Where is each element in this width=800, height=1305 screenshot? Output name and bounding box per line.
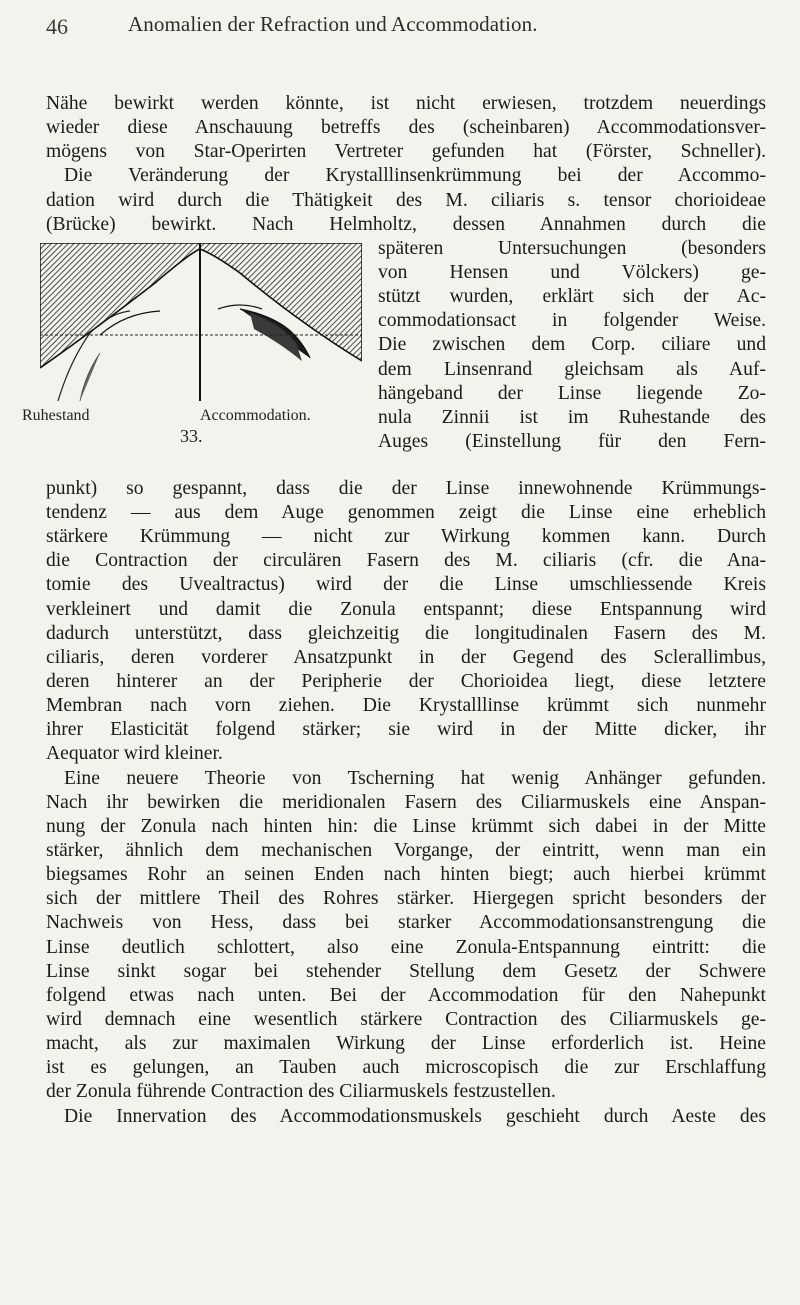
text-line: ihrer Elasticität folgend stärker; sie wird in der Mitte dicker, ihr: [46, 719, 766, 741]
text-line: Auges (Einstellung für den Fern-: [378, 430, 766, 452]
text-line: der Zonula führende Contraction des Ciliarmuskels festzustellen.: [46, 1081, 556, 1103]
text-line: wieder diese Anschauung betreffs des (scheinbaren) Accommodationsver-: [46, 117, 766, 139]
figure-number: 33.: [180, 425, 203, 446]
text-line: Linse deutlich schlottert, also eine Zonula-Entspannung eintritt: die: [46, 936, 766, 958]
text-line: verkleinert und damit die Zonula entspannt; diese Entspannung wird: [46, 598, 766, 620]
text-line: (Brücke) bewirkt. Nach Helmholtz, dessen Annahmen durch die: [46, 213, 766, 235]
text-line: nung der Zonula nach hinten hin: die Linse krümmt sich dabei in der Mitte: [46, 815, 766, 837]
text-line: commodationsact in folgender Weise.: [378, 310, 766, 332]
figure-caption-accommodation: Accommodation.: [200, 406, 311, 424]
text-line: Aequator wird kleiner.: [46, 743, 223, 765]
page-header: [0, 0, 800, 40]
text-line: stützt wurden, erklärt sich der Ac-: [378, 286, 766, 308]
lens-accommodation-diagram: [40, 243, 362, 401]
text-line: hängeband der Linse liegende Zo-: [378, 382, 766, 404]
text-line: ist es gelungen, an Tauben auch microscopisch die zur Erschlaffung: [46, 1057, 766, 1079]
text-line: nula Zinnii ist im Ruhestande des: [378, 406, 766, 428]
text-line: sich der mittlere Theil des Rohres stärker. Hiergegen spricht besonders der: [46, 888, 766, 910]
text-line: Die Innervation des Accommodationsmuskels geschieht durch Aeste des: [64, 1105, 766, 1127]
body-text: [22, 92, 766, 1129]
text-line: deren hinterer an der Peripherie der Chorioidea liegt, diese letztere: [46, 670, 766, 692]
text-line: punkt) so gespannt, dass die der Linse innewohnende Krümmungs-: [46, 477, 766, 499]
text-line: stärker, ähnlich dem mechanischen Vorgange, der eintritt, wenn man ein: [46, 839, 766, 861]
text-line: tomie des Uvealtractus) wird der die Linse umschliessende Kreis: [46, 574, 766, 596]
figure-caption-rest: Ruhestand: [22, 406, 90, 424]
text-line: stärkere Krümmung — nicht zur Wirkung kommen kann. Durch: [46, 526, 766, 548]
text-line: Die zwischen dem Corp. ciliare und: [378, 334, 766, 356]
figure-33: [0, 237, 368, 477]
text-line: ciliaris, deren vorderer Ansatzpunkt in der Gegend des Sclerallimbus,: [46, 646, 766, 668]
running-title: Anomalien der Refraction und Accommodation.: [128, 12, 538, 36]
text-line: Linse sinkt sogar bei stehender Stellung dem Gesetz der Schwere: [46, 960, 766, 982]
text-line: dem Linsenrand gleichsam als Auf-: [378, 358, 766, 380]
text-line: Membran nach vorn ziehen. Die Krystalllinse krümmt sich nunmehr: [46, 695, 766, 717]
text-line: mögens von Star-Operirten Vertreter gefunden hat (Förster, Schneller).: [46, 141, 766, 163]
text-line: Nachweis von Hess, dass bei starker Accommodationsanstrengung die: [46, 912, 766, 934]
page-number: 46: [46, 14, 68, 39]
text-line: die Contraction der circulären Fasern des M. ciliaris (cfr. die Ana-: [46, 550, 766, 572]
text-line: Die Veränderung der Krystalllinsenkrümmung bei der Accommo-: [64, 165, 766, 187]
text-line: folgend etwas nach unten. Bei der Accommodation für den Nahepunkt: [46, 984, 766, 1006]
text-line: Nähe bewirkt werden könnte, ist nicht erwiesen, trotzdem neuerdings: [46, 93, 766, 114]
text-line: Nach ihr bewirken die meridionalen Fasern des Ciliarmuskels eine Anspan-: [46, 791, 766, 813]
text-line: wird demnach eine wesentlich stärkere Contraction des Ciliarmuskels ge-: [46, 1008, 766, 1030]
text-line: von Hensen und Völckers) ge-: [378, 261, 766, 283]
text-line: tendenz — aus dem Auge genommen zeigt die Linse eine erheblich: [46, 501, 766, 523]
text-line: Eine neuere Theorie von Tscherning hat wenig Anhänger gefunden.: [64, 767, 766, 789]
text-line: späteren Untersuchungen (besonders: [378, 237, 766, 259]
text-line: macht, als zur maximalen Wirkung der Linse erforderlich ist. Heine: [46, 1033, 766, 1055]
text-line: biegsames Rohr an seinen Enden nach hinten biegt; auch hierbei krümmt: [46, 864, 766, 886]
text-line: dation wird durch die Thätigkeit des M. ciliaris s. tensor chorioideae: [46, 189, 766, 211]
text-line: dadurch unterstützt, dass gleichzeitig die longitudinalen Fasern des M.: [46, 622, 766, 644]
